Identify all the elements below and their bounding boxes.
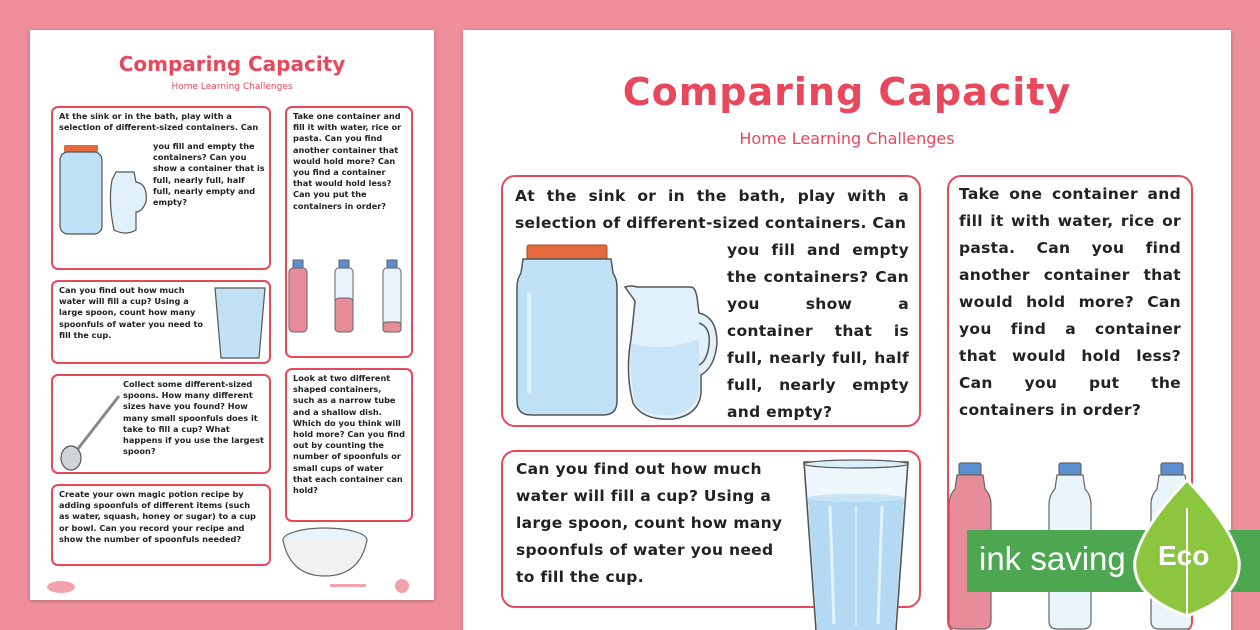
thumb-box-cup-text: Can you find out how much water will fill a cup? Using a large spoon, count how many spoonfuls of water you need to fill the cup.: [59, 285, 204, 340]
thumb-box-shapes-text: Look at two different shaped containers, such as a narrow tube and a shallow dish. Which do you think will hold more? Can you find out by counting the number of spoonfuls or small cups of water that each container can hold?: [293, 373, 405, 496]
thumb-box-cup: [51, 280, 271, 364]
worksheet-thumbnail[interactable]: [30, 30, 434, 600]
challenge-containers-text-cont: you fill and empty the containers? Can you show a container that is full, nearly full, half full, nearly empty and empty?: [727, 241, 909, 421]
thumb-box-potion: [51, 484, 271, 566]
challenge-order-text: Take one container and fill it with water, rice or pasta. Can you find another container that would hold more? Can you find a container that would hold less? Can you put the containers in order?: [959, 185, 1181, 419]
footer-badge-icon: [392, 578, 412, 594]
thumbnail-subtitle: Home Learning Challenges: [171, 82, 293, 92]
page-title: Comparing Capacity: [622, 70, 1072, 114]
ink-saving-label: ink saving: [979, 540, 1126, 577]
thumb-box-containers-text: At the sink or in the bath, play with a selection of different-sized containers. Can: [59, 111, 259, 133]
spoon-icon: [57, 392, 123, 472]
challenge-box-containers: [501, 175, 921, 427]
twinkl-logo-icon: [46, 580, 76, 594]
page-subtitle: Home Learning Challenges: [739, 129, 955, 148]
thumb-box-order-text: Take one container and fill it with water, rice or pasta. Can you find another container that would hold more? Can you find a container that would hold less? Can you put the containers in order?: [293, 111, 402, 211]
thumb-box-spoons-text: Collect some different-sized spoons. How many different sizes have you found? How many small spoonfuls does it take to fill a cup? What happens if you use the largest spoon?: [123, 379, 264, 457]
glass-icon: [213, 286, 267, 360]
footer-url-mark: [330, 582, 366, 590]
thumbnail-title: Comparing Capacity: [118, 52, 346, 76]
thumb-box-potion-text: Create your own magic potion recipe by adding spoonfuls of different items (such as water, squash, honey or sugar) to a cup or bowl. Can you record your recipe and show the number of spoonfuls needed?: [59, 489, 256, 544]
bowl-icon: [280, 524, 370, 578]
challenge-cup-text: Can you find out how much water will fill a cup? Using a large spoon, count how many spoonfuls of water you need to fill the cup.: [516, 460, 783, 586]
thumb-box-containers-text-cont: you fill and empty the containers? Can you show a container that is full, nearly full, half full, nearly empty and empty?: [153, 141, 265, 208]
thumb-box-order: [285, 106, 413, 358]
thumb-box-spoons: [51, 374, 271, 474]
thumb-box-shapes: [285, 368, 413, 522]
bottles-icon: [287, 258, 411, 340]
eco-label: Eco: [1158, 540, 1210, 571]
thumb-box-containers: [51, 106, 271, 270]
jar-and-jug-icon: [513, 243, 718, 423]
challenge-containers-text: At the sink or in the bath, play with a selection of different-sized containers. Can: [515, 187, 909, 232]
glass-icon: [800, 458, 912, 630]
thumbnail-footer: [30, 578, 434, 598]
jar-and-jug-icon: [56, 142, 156, 238]
